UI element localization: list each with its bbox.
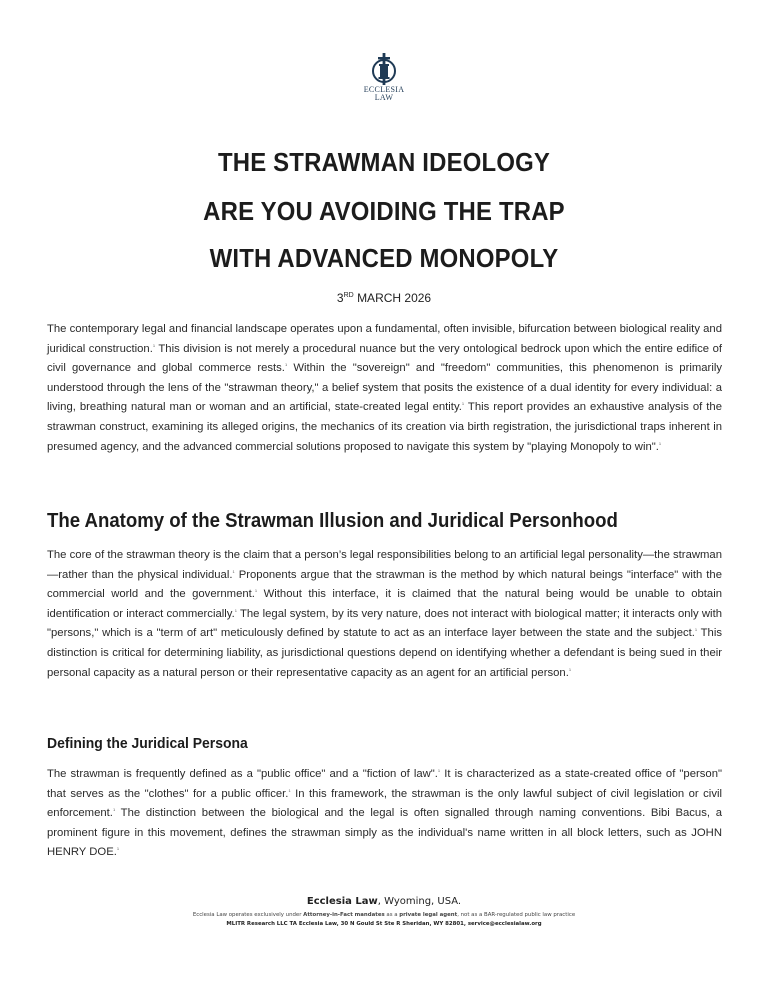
footnote-marker[interactable]: 1 [694,627,698,633]
disclaimer-mandates: Attorney-in-Fact mandates [303,912,385,918]
sentence: Proponents argue that the strawman is the method by which natural beings "interface" with the commercial world and the government. [47,568,722,601]
footer-location: , Wyoming, USA. [377,896,462,907]
footnote-marker[interactable]: 1 [234,607,237,613]
title-line-1: THE STRAWMAN IDEOLOGY [217,147,551,177]
disclaimer-agent: private legal agent [399,912,458,918]
footnote-marker[interactable]: 1 [658,440,662,446]
disclaimer-text: , not as a BAR-regulated public law practice [457,912,576,918]
sentence: The legal system, by its very nature, does not interact with biological matter; it interacts only with "persons," which is a "term of art" meticulously defined by statute to act as an interface layer between the state and the subject. [47,607,722,640]
footnote-marker[interactable]: 1 [437,768,441,773]
footnote-marker[interactable]: 1 [284,362,288,368]
footnote-marker[interactable]: 1 [254,588,258,594]
title-line-3: WITH ADVANCED MONOPOLY [209,243,559,273]
date-day: 3 [336,291,344,305]
sentence: Within the "sovereign" and "freedom" communities, this phenomenon is primarily understood through the lens of the "strawman theory," a belief system that posits the existence of a dual identity for every individual: a living, breathing natural man or woman and an artificial, state-created legal entity. [47,362,722,414]
juridical-persona-paragraph [47,765,722,863]
footer-disclaimer [0,912,768,918]
sentence: This division is not merely a procedural nuance but the very ontological bedrock upon which the entire edifice of civil governance and global commerce rests. [47,342,723,375]
footnote-marker[interactable]: 1 [461,401,465,407]
sentence: The contemporary legal and financial landscape operates upon a fundamental, often invisible, bifurcation between biological reality and juridical construction. [47,323,722,355]
disclaimer-text: Ecclesia Law operates exclusively under [192,912,304,918]
footer-brand-line [0,896,768,907]
logo-text-ecclesia: ECCLESIA [363,85,405,94]
sentence: This report provides an exhaustive analysis of the strawman construct, examining its alleged origins, the mechanics of its creation via birth registration, the jurisdictional traps inherent in presumed agency, and the advanced commercial solutions proposed to navigate this system by "playing Monopoly to win". [47,401,722,453]
footnote-marker[interactable]: 1 [112,807,116,813]
footnote-marker[interactable]: 1 [152,342,156,348]
intro-paragraph [47,320,722,457]
column-sword-emblem-icon [369,52,399,86]
sentence: The distinction between the biological and the legal is often signalled through naming conventions. Bibi Bacus, a prominent figure in this movement, defines the strawman simply as the individual's name written in all block letters, such as JOHN HENRY DOE. [47,807,722,859]
sentence: It is characterized as a state-created office of "person" that serves as the "clothes" for a public officer. [47,768,722,800]
footer-brand: Ecclesia Law [306,896,378,907]
date-suffix: RD [343,292,354,299]
document-date [0,291,768,305]
ecclesia-law-logo [359,52,409,108]
subsection-heading-juridical-persona: Defining the Juridical Persona [47,735,248,752]
logo-text-law: LAW [374,93,394,102]
title-line-2: ARE YOU AVOIDING THE TRAP [203,196,565,226]
sentence: The strawman is frequently defined as a "public office" and a "fiction of law". [47,768,438,780]
anatomy-paragraph [47,546,722,683]
sentence: In this framework, the strawman is the only lawful subject of civil legislation or civil enforcement. [47,787,722,820]
footnote-marker[interactable]: 1 [232,568,235,574]
sentence: Without this interface, it is claimed that the natural being would be unable to obtain identification or interact commercially. [47,588,722,620]
disclaimer-text: as a [384,912,400,918]
section-heading-anatomy: The Anatomy of the Strawman Illusion and Juridical Personhood [47,510,618,532]
footer-address: MLITR Research LLC TA Ecclesia Law, 30 N Gould St Ste R Sheridan, WY 82801, service@ecclesialaw.org [226,921,542,927]
footnote-marker[interactable]: 1 [568,666,572,672]
sentence: This distinction is critical for determining liability, as jurisdictional questions depend on identifying whether a defendant is being sued in their personal capacity as a natural person or their representative capacity as an agent for an artificial person. [47,627,722,679]
date-month-year: MARCH 2026 [357,291,432,305]
sentence: The core of the strawman theory is the claim that a person’s legal responsibilities belong to an artificial legal personality—the strawman—rather than the physical individual. [47,549,722,581]
footnote-marker[interactable]: 1 [288,787,291,793]
footnote-marker[interactable]: 1 [116,846,120,852]
